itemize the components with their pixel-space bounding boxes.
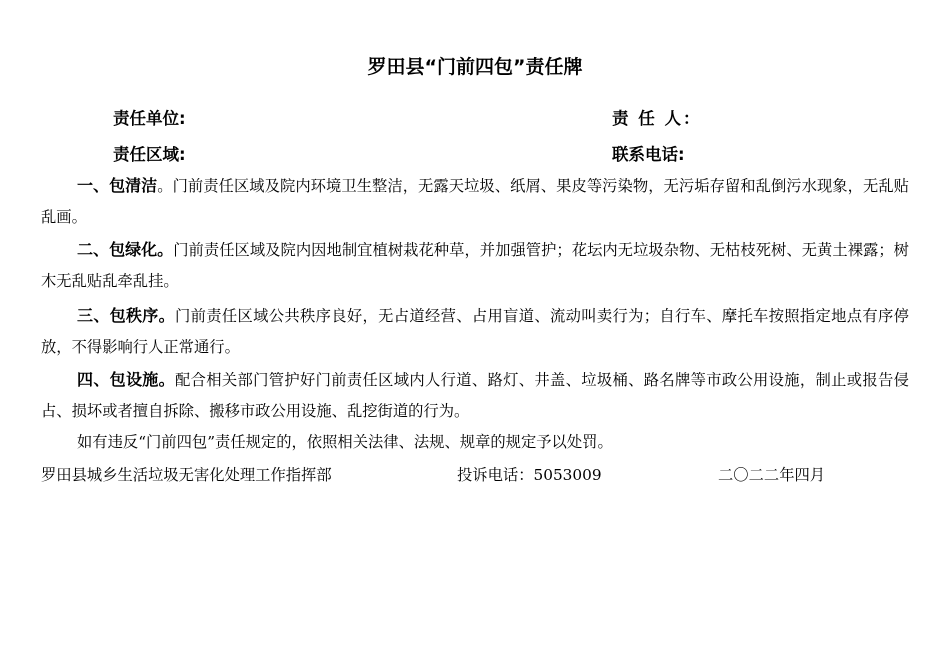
issue-date: 二〇二二年四月 (718, 466, 826, 484)
contact-phone-label: 联系电话: (612, 145, 685, 164)
complaint-phone: 投诉电话：5053009 (457, 466, 602, 484)
section-heading: 四、包设施。 (77, 370, 175, 389)
section-cleanliness (41, 170, 909, 233)
section-order (41, 300, 909, 363)
issuing-organization: 罗田县城乡生活垃圾无害化处理工作指挥部 (41, 466, 332, 484)
section-body: 门前责任区域及院内因地制宜植树栽花种草，并加强管护；花坛内无垃圾杂物、无枯枝死树、无黄土裸露；树木无乱贴乱牵乱挂。 (41, 241, 909, 290)
responsible-area-label: 责任区域: (113, 145, 186, 164)
section-greening (41, 234, 909, 297)
page-title: 罗田县“门前四包”责任牌 (367, 56, 583, 78)
section-heading: 二、包绿化。 (77, 240, 174, 259)
penalty-notice: 如有违反“门前四包”责任规定的，依照相关法律、法规、规章的规定予以处罚。 (77, 433, 613, 451)
section-facilities (41, 364, 909, 427)
section-body: 。门前责任区域及院内环境卫生整洁，无露天垃圾、纸屑、果皮等污染物，无污垢存留和乱倒污水现象，无乱贴乱画。 (41, 177, 909, 226)
responsible-unit-label: 责任单位: (113, 109, 186, 128)
section-body: 门前责任区域公共秩序良好，无占道经营、占用盲道、流动叫卖行为；自行车、摩托车按照指定地点有序停放，不得影响行人正常通行。 (41, 307, 909, 356)
responsible-person-label: 责 任 人： (612, 109, 702, 128)
section-body: 配合相关部门管护好门前责任区域内人行道、路灯、井盖、垃圾桶、路名牌等市政公用设施，制止或报告侵占、损坏或者擅自拆除、搬移市政公用设施、乱挖街道的行为。 (41, 371, 909, 420)
section-heading: 三、包秩序。 (77, 306, 175, 325)
section-heading: 一、包清洁 (77, 176, 158, 195)
